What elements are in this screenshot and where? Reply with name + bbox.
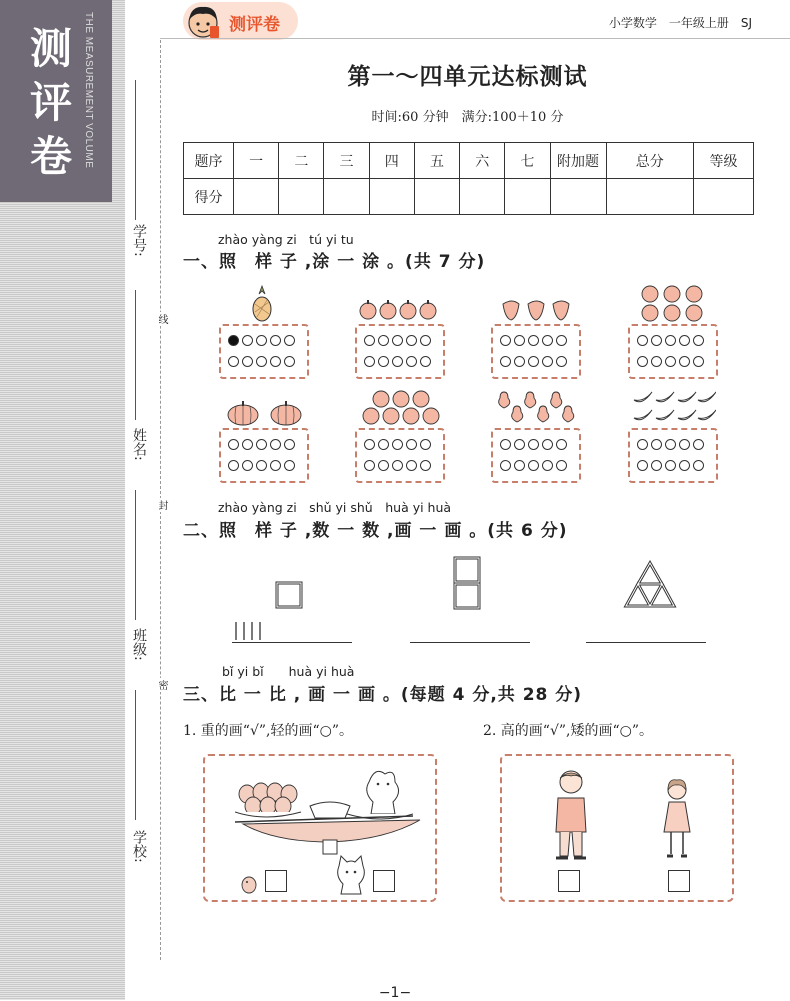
tall-boy-icon xyxy=(546,768,596,864)
table-cell: 题序 xyxy=(184,143,234,179)
circle-row xyxy=(637,439,704,450)
empty-circle[interactable] xyxy=(256,356,267,367)
empty-circle[interactable] xyxy=(693,460,704,471)
school-label: 学校: xyxy=(131,830,147,863)
pineapple-icon xyxy=(250,284,274,322)
empty-circle[interactable] xyxy=(228,356,239,367)
stick-double-square-icon xyxy=(452,555,482,611)
section2-title: 二、照 样 子 ,数 一 数 ,画 一 画 。(共 6 分) xyxy=(183,521,568,541)
empty-circle[interactable] xyxy=(364,460,375,471)
section3-title: 三、比 一 比 , 画 一 画 。(每题 4 分,共 28 分) xyxy=(183,685,583,705)
answer-line[interactable] xyxy=(586,642,706,643)
empty-circle[interactable] xyxy=(514,356,525,367)
empty-circle[interactable] xyxy=(665,335,676,346)
circle-row xyxy=(364,439,431,450)
empty-circle[interactable] xyxy=(228,439,239,450)
short-girl-icon xyxy=(660,778,694,862)
cut-word: 封 xyxy=(156,500,167,510)
empty-circle[interactable] xyxy=(528,460,539,471)
course-info: 小学数学 一年级上册 SJ xyxy=(608,16,752,30)
empty-circle[interactable] xyxy=(270,356,281,367)
student-id-label: 学号: xyxy=(131,224,147,257)
question-1-text: 1. 重的画“√”,轻的画“○”。 xyxy=(183,723,354,739)
empty-circle[interactable] xyxy=(364,335,375,346)
empty-circle[interactable] xyxy=(679,439,690,450)
empty-circle[interactable] xyxy=(500,460,511,471)
cut-word: 密 xyxy=(156,680,167,690)
empty-circle[interactable] xyxy=(500,439,511,450)
section2-pinyin: zhào yàng zi shǔ yi shǔ huà yi huà xyxy=(218,500,452,515)
answer-box[interactable] xyxy=(373,870,395,892)
stick-triangles-icon xyxy=(622,560,678,610)
field-line xyxy=(135,290,136,420)
empty-circle[interactable] xyxy=(665,439,676,450)
score-input-cell[interactable] xyxy=(279,179,324,215)
score-table-score-row xyxy=(184,179,754,215)
table-cell: 等级 xyxy=(694,143,754,179)
table-cell: 附加题 xyxy=(550,143,606,179)
circle-row xyxy=(637,335,704,346)
score-table-header-row xyxy=(184,143,754,179)
coloring-box xyxy=(628,324,718,379)
empty-circle[interactable] xyxy=(528,356,539,367)
empty-circle[interactable] xyxy=(406,335,417,346)
empty-circle[interactable] xyxy=(514,460,525,471)
sidebar-subtitle: THE MEASUREMENT VOLUME xyxy=(83,12,94,169)
circle-row xyxy=(500,356,567,367)
test-badge xyxy=(183,2,298,40)
empty-circle[interactable] xyxy=(514,335,525,346)
empty-circle[interactable] xyxy=(284,335,295,346)
student-name-label: 姓名: xyxy=(131,428,147,461)
score-input-cell[interactable] xyxy=(694,179,754,215)
empty-circle[interactable] xyxy=(528,439,539,450)
empty-circle[interactable] xyxy=(364,356,375,367)
bananas-icon xyxy=(632,386,716,426)
empty-circle[interactable] xyxy=(270,460,281,471)
empty-circle[interactable] xyxy=(256,460,267,471)
circle-row xyxy=(364,356,431,367)
tomatoes-icon xyxy=(360,388,442,426)
empty-circle[interactable] xyxy=(651,356,662,367)
answer-box[interactable] xyxy=(668,870,690,892)
sidebar-title-char: 测 xyxy=(30,24,73,73)
table-cell: 四 xyxy=(369,143,414,179)
question-1-picture-box xyxy=(203,754,437,902)
empty-circle[interactable] xyxy=(693,439,704,450)
pears-icon xyxy=(494,388,576,426)
table-cell: 三 xyxy=(324,143,369,179)
empty-circle[interactable] xyxy=(637,439,648,450)
empty-circle[interactable] xyxy=(556,439,567,450)
score-input-cell[interactable] xyxy=(606,179,693,215)
oranges-icon xyxy=(640,284,704,322)
empty-circle[interactable] xyxy=(392,335,403,346)
section1-title: 一、照 样 子 ,涂 一 涂 。(共 7 分) xyxy=(183,252,486,272)
score-input-cell[interactable] xyxy=(550,179,606,215)
field-line xyxy=(135,80,136,220)
coloring-box xyxy=(219,324,309,379)
circle-row xyxy=(228,460,295,471)
empty-circle[interactable] xyxy=(284,460,295,471)
empty-circle[interactable] xyxy=(637,335,648,346)
circle-row xyxy=(228,356,295,367)
empty-circle[interactable] xyxy=(679,460,690,471)
empty-circle[interactable] xyxy=(679,356,690,367)
empty-circle[interactable] xyxy=(284,439,295,450)
boy-face-icon xyxy=(185,2,221,40)
empty-circle[interactable] xyxy=(242,356,253,367)
circle-row xyxy=(228,439,295,450)
score-input-cell[interactable] xyxy=(324,179,369,215)
empty-circle[interactable] xyxy=(665,356,676,367)
empty-circle[interactable] xyxy=(284,356,295,367)
score-input-cell[interactable] xyxy=(414,179,459,215)
empty-circle[interactable] xyxy=(542,460,553,471)
empty-circle[interactable] xyxy=(392,356,403,367)
table-cell: 二 xyxy=(279,143,324,179)
question-2-text: 2. 高的画“√”,矮的画“○”。 xyxy=(483,723,654,739)
empty-circle[interactable] xyxy=(256,439,267,450)
empty-circle[interactable] xyxy=(406,356,417,367)
empty-circle[interactable] xyxy=(514,439,525,450)
empty-circle[interactable] xyxy=(378,335,389,346)
circle-row xyxy=(500,439,567,450)
cut-word: 线 xyxy=(156,314,167,324)
empty-circle[interactable] xyxy=(270,335,281,346)
circle-row xyxy=(500,335,567,346)
section3-pinyin: bǐ yi bǐ huà yi huà xyxy=(222,664,355,679)
field-line xyxy=(135,690,136,820)
empty-circle[interactable] xyxy=(378,356,389,367)
filled-circle xyxy=(228,335,239,346)
empty-circle[interactable] xyxy=(651,335,662,346)
badge-text: 测评卷 xyxy=(229,15,280,35)
balance-scale-icon xyxy=(235,762,425,856)
empty-circle[interactable] xyxy=(693,335,704,346)
answer-line[interactable] xyxy=(410,642,530,643)
empty-circle[interactable] xyxy=(679,335,690,346)
empty-circle[interactable] xyxy=(556,356,567,367)
strawberries-icon xyxy=(500,298,574,322)
empty-circle[interactable] xyxy=(500,335,511,346)
empty-circle[interactable] xyxy=(406,439,417,450)
answer-box[interactable] xyxy=(558,870,580,892)
empty-circle[interactable] xyxy=(637,356,648,367)
empty-circle[interactable] xyxy=(556,335,567,346)
circle-row xyxy=(637,460,704,471)
empty-circle[interactable] xyxy=(378,439,389,450)
circle-row xyxy=(364,335,431,346)
score-input-cell[interactable] xyxy=(505,179,550,215)
coloring-box xyxy=(219,428,309,483)
sidebar-title xyxy=(30,22,80,184)
coloring-box xyxy=(355,324,445,379)
empty-circle[interactable] xyxy=(242,439,253,450)
answer-line[interactable] xyxy=(232,642,352,643)
sidebar-header xyxy=(0,0,112,202)
time-score-info: 时间:60 分钟 满分:100＋10 分 xyxy=(371,110,564,125)
empty-circle[interactable] xyxy=(500,356,511,367)
stick-square-icon xyxy=(274,580,304,610)
empty-circle[interactable] xyxy=(542,356,553,367)
empty-circle[interactable] xyxy=(406,460,417,471)
empty-circle[interactable] xyxy=(693,356,704,367)
empty-circle[interactable] xyxy=(420,439,431,450)
table-cell: 得分 xyxy=(184,179,234,215)
empty-circle[interactable] xyxy=(651,439,662,450)
table-cell: 总分 xyxy=(606,143,693,179)
empty-circle[interactable] xyxy=(420,356,431,367)
table-cell: 五 xyxy=(414,143,459,179)
score-input-cell[interactable] xyxy=(460,179,505,215)
pumpkins-icon xyxy=(226,400,304,426)
circle-row xyxy=(228,335,295,346)
empty-circle[interactable] xyxy=(542,439,553,450)
table-cell: 一 xyxy=(234,143,279,179)
class-label: 班级: xyxy=(131,628,147,661)
tally-marks-icon xyxy=(232,620,272,642)
empty-circle[interactable] xyxy=(256,335,267,346)
cat-icon xyxy=(333,854,369,896)
empty-circle[interactable] xyxy=(392,439,403,450)
empty-circle[interactable] xyxy=(364,439,375,450)
circle-row xyxy=(500,460,567,471)
chick-icon xyxy=(239,872,259,894)
empty-circle[interactable] xyxy=(637,460,648,471)
sidebar-title-char: 评 xyxy=(30,78,73,127)
score-input-cell[interactable] xyxy=(369,179,414,215)
empty-circle[interactable] xyxy=(242,460,253,471)
empty-circle[interactable] xyxy=(392,460,403,471)
apples-icon xyxy=(358,298,440,322)
empty-circle[interactable] xyxy=(420,460,431,471)
score-table xyxy=(183,142,754,215)
coloring-box xyxy=(628,428,718,483)
empty-circle[interactable] xyxy=(542,335,553,346)
field-line xyxy=(135,490,136,620)
table-cell: 七 xyxy=(505,143,550,179)
question-2-picture-box xyxy=(500,754,734,902)
circle-row xyxy=(637,356,704,367)
page-title: 第一～四单元达标测试 xyxy=(347,63,588,90)
sidebar-title-char: 卷 xyxy=(30,132,73,181)
empty-circle[interactable] xyxy=(651,460,662,471)
empty-circle[interactable] xyxy=(228,460,239,471)
page-number: −1− xyxy=(378,985,412,1001)
empty-circle[interactable] xyxy=(665,460,676,471)
empty-circle[interactable] xyxy=(270,439,281,450)
empty-circle[interactable] xyxy=(420,335,431,346)
coloring-box xyxy=(491,428,581,483)
empty-circle[interactable] xyxy=(378,460,389,471)
empty-circle[interactable] xyxy=(528,335,539,346)
table-cell: 六 xyxy=(460,143,505,179)
header-divider xyxy=(160,38,790,39)
section1-pinyin: zhào yàng zi tú yi tu xyxy=(218,232,354,247)
empty-circle[interactable] xyxy=(242,335,253,346)
score-input-cell[interactable] xyxy=(234,179,279,215)
answer-box[interactable] xyxy=(265,870,287,892)
coloring-box xyxy=(491,324,581,379)
empty-circle[interactable] xyxy=(556,460,567,471)
circle-row xyxy=(364,460,431,471)
coloring-box xyxy=(355,428,445,483)
